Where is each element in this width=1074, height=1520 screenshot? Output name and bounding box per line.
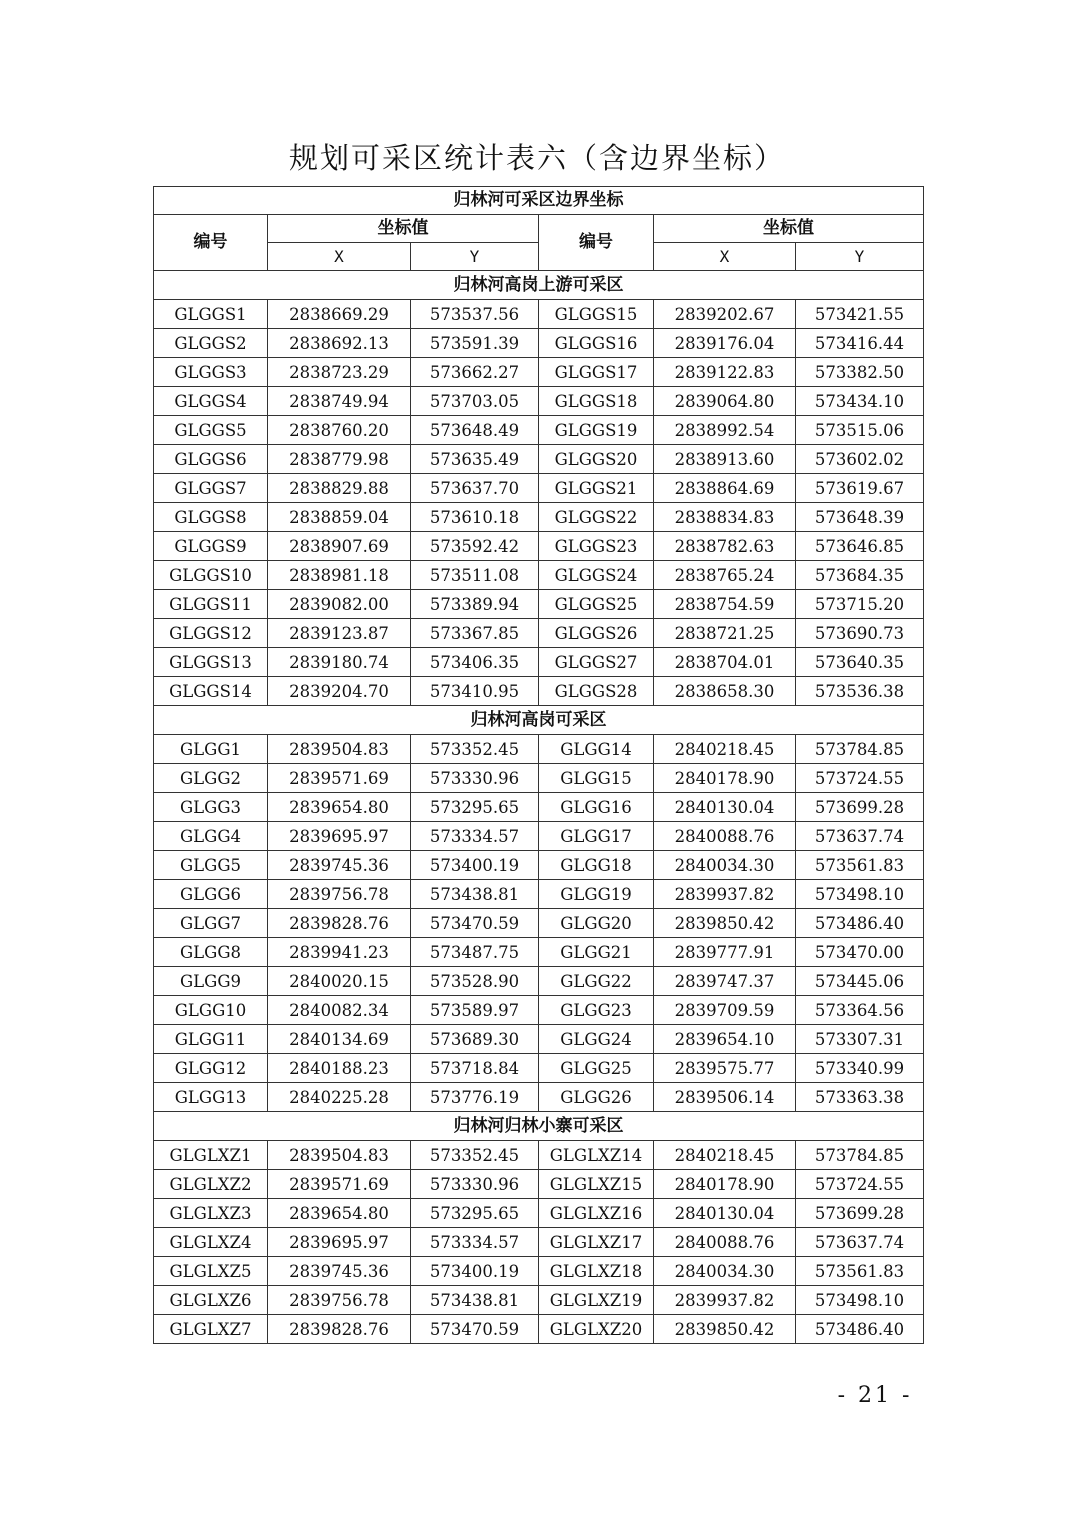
table-row — [154, 735, 924, 764]
y-value-cell: 573367.85 — [411, 619, 539, 648]
x-value-cell: 2840188.23 — [268, 1054, 411, 1083]
x-value-cell: 2840218.45 — [654, 1141, 796, 1170]
table-row — [154, 677, 924, 706]
x-value-cell: 2839571.69 — [268, 1170, 411, 1199]
x-value-cell: 2839654.80 — [268, 793, 411, 822]
y-value-cell: 573715.20 — [796, 590, 924, 619]
x-value-cell: 2838981.18 — [268, 561, 411, 590]
y-value-cell: 573690.73 — [796, 619, 924, 648]
y-value-cell: 573406.35 — [411, 648, 539, 677]
point-id-cell: GLGGS27 — [539, 648, 654, 677]
table-row — [154, 300, 924, 329]
point-id-cell: GLGGS19 — [539, 416, 654, 445]
id-column-header: 编号 — [154, 215, 268, 271]
x-value-cell: 2840130.04 — [654, 793, 796, 822]
table-row — [154, 1170, 924, 1199]
y-value-cell: 573445.06 — [796, 967, 924, 996]
x-value-cell: 2838658.30 — [654, 677, 796, 706]
point-id-cell: GLGG25 — [539, 1054, 654, 1083]
x-value-cell: 2839828.76 — [268, 909, 411, 938]
x-value-cell: 2839850.42 — [654, 909, 796, 938]
table-row — [154, 503, 924, 532]
table-row — [154, 358, 924, 387]
y-value-cell: 573352.45 — [411, 735, 539, 764]
y-value-cell: 573487.75 — [411, 938, 539, 967]
point-id-cell: GLGG18 — [539, 851, 654, 880]
point-id-cell: GLGLXZ14 — [539, 1141, 654, 1170]
point-id-cell: GLGGS15 — [539, 300, 654, 329]
x-value-cell: 2838834.83 — [654, 503, 796, 532]
table-row — [154, 416, 924, 445]
coordinate-column-header: 坐标值 — [268, 215, 539, 243]
x-value-cell: 2839571.69 — [268, 764, 411, 793]
y-column-header-right: Y — [796, 243, 924, 271]
point-id-cell: GLGGS21 — [539, 474, 654, 503]
y-value-cell: 573689.30 — [411, 1025, 539, 1054]
y-value-cell: 573561.83 — [796, 851, 924, 880]
point-id-cell: GLGG11 — [154, 1025, 268, 1054]
point-id-cell: GLGLXZ16 — [539, 1199, 654, 1228]
x-value-cell: 2838723.29 — [268, 358, 411, 387]
table-row — [154, 1199, 924, 1228]
x-value-cell: 2838913.60 — [654, 445, 796, 474]
y-value-cell: 573498.10 — [796, 880, 924, 909]
y-column-header: Y — [411, 243, 539, 271]
section-title: 归林河高岗可采区 — [154, 706, 924, 735]
x-value-cell: 2840034.30 — [654, 851, 796, 880]
x-value-cell: 2839941.23 — [268, 938, 411, 967]
y-value-cell: 573724.55 — [796, 1170, 924, 1199]
x-value-cell: 2838760.20 — [268, 416, 411, 445]
y-value-cell: 573784.85 — [796, 1141, 924, 1170]
y-value-cell: 573784.85 — [796, 735, 924, 764]
table-row — [154, 996, 924, 1025]
section-header-row — [154, 1112, 924, 1141]
point-id-cell: GLGGS25 — [539, 590, 654, 619]
point-id-cell: GLGG6 — [154, 880, 268, 909]
y-value-cell: 573610.18 — [411, 503, 539, 532]
point-id-cell: GLGG3 — [154, 793, 268, 822]
point-id-cell: GLGGS23 — [539, 532, 654, 561]
y-value-cell: 573470.00 — [796, 938, 924, 967]
point-id-cell: GLGG21 — [539, 938, 654, 967]
point-id-cell: GLGG1 — [154, 735, 268, 764]
y-value-cell: 573646.85 — [796, 532, 924, 561]
y-value-cell: 573330.96 — [411, 1170, 539, 1199]
y-value-cell: 573486.40 — [796, 1315, 924, 1344]
point-id-cell: GLGGS18 — [539, 387, 654, 416]
table-row — [154, 532, 924, 561]
point-id-cell: GLGG5 — [154, 851, 268, 880]
y-value-cell: 573662.27 — [411, 358, 539, 387]
table-row — [154, 329, 924, 358]
x-value-cell: 2838765.24 — [654, 561, 796, 590]
y-value-cell: 573602.02 — [796, 445, 924, 474]
x-value-cell: 2840134.69 — [268, 1025, 411, 1054]
point-id-cell: GLGLXZ7 — [154, 1315, 268, 1344]
point-id-cell: GLGG22 — [539, 967, 654, 996]
y-value-cell: 573438.81 — [411, 880, 539, 909]
x-value-cell: 2838721.25 — [654, 619, 796, 648]
point-id-cell: GLGG4 — [154, 822, 268, 851]
point-id-cell: GLGGS22 — [539, 503, 654, 532]
table-row — [154, 909, 924, 938]
point-id-cell: GLGGS20 — [539, 445, 654, 474]
point-id-cell: GLGLXZ17 — [539, 1228, 654, 1257]
point-id-cell: GLGLXZ6 — [154, 1286, 268, 1315]
table-row — [154, 561, 924, 590]
point-id-cell: GLGLXZ5 — [154, 1257, 268, 1286]
y-value-cell: 573684.35 — [796, 561, 924, 590]
point-id-cell: GLGLXZ18 — [539, 1257, 654, 1286]
point-id-cell: GLGG2 — [154, 764, 268, 793]
x-value-cell: 2839082.00 — [268, 590, 411, 619]
section-header-row — [154, 271, 924, 300]
y-value-cell: 573410.95 — [411, 677, 539, 706]
y-value-cell: 573400.19 — [411, 851, 539, 880]
point-id-cell: GLGGS3 — [154, 358, 268, 387]
point-id-cell: GLGGS7 — [154, 474, 268, 503]
y-value-cell: 573635.49 — [411, 445, 539, 474]
point-id-cell: GLGGS10 — [154, 561, 268, 590]
point-id-cell: GLGGS14 — [154, 677, 268, 706]
point-id-cell: GLGGS11 — [154, 590, 268, 619]
point-id-cell: GLGG8 — [154, 938, 268, 967]
table-caption: 归林河可采区边界坐标 — [154, 187, 924, 215]
y-value-cell: 573295.65 — [411, 793, 539, 822]
y-value-cell: 573619.67 — [796, 474, 924, 503]
table-row — [154, 1141, 924, 1170]
x-value-cell: 2839654.10 — [654, 1025, 796, 1054]
table-row — [154, 1286, 924, 1315]
y-value-cell: 573352.45 — [411, 1141, 539, 1170]
y-value-cell: 573699.28 — [796, 1199, 924, 1228]
table-row — [154, 1054, 924, 1083]
y-value-cell: 573470.59 — [411, 909, 539, 938]
x-value-cell: 2839745.36 — [268, 851, 411, 880]
y-value-cell: 573434.10 — [796, 387, 924, 416]
x-value-cell: 2839202.67 — [654, 300, 796, 329]
y-value-cell: 573416.44 — [796, 329, 924, 358]
point-id-cell: GLGLXZ19 — [539, 1286, 654, 1315]
y-value-cell: 573718.84 — [411, 1054, 539, 1083]
y-value-cell: 573776.19 — [411, 1083, 539, 1112]
point-id-cell: GLGG15 — [539, 764, 654, 793]
x-value-cell: 2839506.14 — [654, 1083, 796, 1112]
x-value-cell: 2839064.80 — [654, 387, 796, 416]
x-value-cell: 2838782.63 — [654, 532, 796, 561]
y-value-cell: 573307.31 — [796, 1025, 924, 1054]
table-row — [154, 938, 924, 967]
y-value-cell: 573511.08 — [411, 561, 539, 590]
x-value-cell: 2839850.42 — [654, 1315, 796, 1344]
point-id-cell: GLGG14 — [539, 735, 654, 764]
y-value-cell: 573637.74 — [796, 1228, 924, 1257]
y-value-cell: 573486.40 — [796, 909, 924, 938]
x-value-cell: 2839504.83 — [268, 735, 411, 764]
y-value-cell: 573637.70 — [411, 474, 539, 503]
table-row — [154, 1257, 924, 1286]
table-row — [154, 1083, 924, 1112]
point-id-cell: GLGGS12 — [154, 619, 268, 648]
x-value-cell: 2840218.45 — [654, 735, 796, 764]
x-value-cell: 2839504.83 — [268, 1141, 411, 1170]
point-id-cell: GLGG7 — [154, 909, 268, 938]
y-value-cell: 573515.06 — [796, 416, 924, 445]
section-title: 归林河归林小寨可采区 — [154, 1112, 924, 1141]
point-id-cell: GLGG17 — [539, 822, 654, 851]
table-row — [154, 445, 924, 474]
x-column-header-right: X — [654, 243, 796, 271]
x-value-cell: 2839654.80 — [268, 1199, 411, 1228]
table-row — [154, 648, 924, 677]
point-id-cell: GLGG23 — [539, 996, 654, 1025]
y-value-cell: 573382.50 — [796, 358, 924, 387]
point-id-cell: GLGG20 — [539, 909, 654, 938]
y-value-cell: 573334.57 — [411, 1228, 539, 1257]
x-value-cell: 2839575.77 — [654, 1054, 796, 1083]
y-value-cell: 573363.38 — [796, 1083, 924, 1112]
x-value-cell: 2839695.97 — [268, 1228, 411, 1257]
x-value-cell: 2840225.28 — [268, 1083, 411, 1112]
x-value-cell: 2840034.30 — [654, 1257, 796, 1286]
x-value-cell: 2839828.76 — [268, 1315, 411, 1344]
y-value-cell: 573330.96 — [411, 764, 539, 793]
table-row — [154, 822, 924, 851]
y-value-cell: 573648.49 — [411, 416, 539, 445]
table-row — [154, 851, 924, 880]
y-value-cell: 573537.56 — [411, 300, 539, 329]
y-value-cell: 573295.65 — [411, 1199, 539, 1228]
x-value-cell: 2840082.34 — [268, 996, 411, 1025]
point-id-cell: GLGG9 — [154, 967, 268, 996]
x-value-cell: 2838704.01 — [654, 648, 796, 677]
x-value-cell: 2838907.69 — [268, 532, 411, 561]
table-row — [154, 1025, 924, 1054]
table-row — [154, 793, 924, 822]
id-column-header-right: 编号 — [539, 215, 654, 271]
table-row — [154, 387, 924, 416]
point-id-cell: GLGGS13 — [154, 648, 268, 677]
y-value-cell: 573589.97 — [411, 996, 539, 1025]
x-value-cell: 2840178.90 — [654, 764, 796, 793]
table-row — [154, 1228, 924, 1257]
table-row — [154, 764, 924, 793]
x-value-cell: 2838864.69 — [654, 474, 796, 503]
y-value-cell: 573364.56 — [796, 996, 924, 1025]
x-value-cell: 2839745.36 — [268, 1257, 411, 1286]
x-value-cell: 2839176.04 — [654, 329, 796, 358]
x-value-cell: 2839122.83 — [654, 358, 796, 387]
x-value-cell: 2838692.13 — [268, 329, 411, 358]
point-id-cell: GLGG10 — [154, 996, 268, 1025]
point-id-cell: GLGGS26 — [539, 619, 654, 648]
x-value-cell: 2839695.97 — [268, 822, 411, 851]
section-header-row — [154, 706, 924, 735]
y-value-cell: 573421.55 — [796, 300, 924, 329]
point-id-cell: GLGGS4 — [154, 387, 268, 416]
point-id-cell: GLGG13 — [154, 1083, 268, 1112]
y-value-cell: 573703.05 — [411, 387, 539, 416]
point-id-cell: GLGG12 — [154, 1054, 268, 1083]
point-id-cell: GLGGS2 — [154, 329, 268, 358]
point-id-cell: GLGGS16 — [539, 329, 654, 358]
point-id-cell: GLGG26 — [539, 1083, 654, 1112]
x-value-cell: 2840020.15 — [268, 967, 411, 996]
x-value-cell: 2838749.94 — [268, 387, 411, 416]
y-value-cell: 573498.10 — [796, 1286, 924, 1315]
point-id-cell: GLGGS28 — [539, 677, 654, 706]
point-id-cell: GLGLXZ1 — [154, 1141, 268, 1170]
point-id-cell: GLGLXZ20 — [539, 1315, 654, 1344]
x-value-cell: 2839937.82 — [654, 1286, 796, 1315]
y-value-cell: 573536.38 — [796, 677, 924, 706]
y-value-cell: 573637.74 — [796, 822, 924, 851]
table-row — [154, 619, 924, 648]
x-value-cell: 2840178.90 — [654, 1170, 796, 1199]
y-value-cell: 573648.39 — [796, 503, 924, 532]
table-row — [154, 880, 924, 909]
x-value-cell: 2839937.82 — [654, 880, 796, 909]
x-value-cell: 2839204.70 — [268, 677, 411, 706]
y-value-cell: 573334.57 — [411, 822, 539, 851]
y-value-cell: 573340.99 — [796, 1054, 924, 1083]
coordinate-column-header-right: 坐标值 — [654, 215, 924, 243]
x-value-cell: 2838859.04 — [268, 503, 411, 532]
x-column-header: X — [268, 243, 411, 271]
point-id-cell: GLGG16 — [539, 793, 654, 822]
point-id-cell: GLGLXZ3 — [154, 1199, 268, 1228]
x-value-cell: 2839747.37 — [654, 967, 796, 996]
point-id-cell: GLGG19 — [539, 880, 654, 909]
y-value-cell: 573389.94 — [411, 590, 539, 619]
x-value-cell: 2840088.76 — [654, 822, 796, 851]
point-id-cell: GLGLXZ4 — [154, 1228, 268, 1257]
point-id-cell: GLGGS5 — [154, 416, 268, 445]
x-value-cell: 2838829.88 — [268, 474, 411, 503]
y-value-cell: 573591.39 — [411, 329, 539, 358]
x-value-cell: 2840088.76 — [654, 1228, 796, 1257]
point-id-cell: GLGG24 — [539, 1025, 654, 1054]
x-value-cell: 2839756.78 — [268, 880, 411, 909]
y-value-cell: 573592.42 — [411, 532, 539, 561]
point-id-cell: GLGGS17 — [539, 358, 654, 387]
y-value-cell: 573528.90 — [411, 967, 539, 996]
x-value-cell: 2838669.29 — [268, 300, 411, 329]
table-row — [154, 1315, 924, 1344]
y-value-cell: 573640.35 — [796, 648, 924, 677]
x-value-cell: 2839180.74 — [268, 648, 411, 677]
table-row — [154, 967, 924, 996]
point-id-cell: GLGLXZ15 — [539, 1170, 654, 1199]
point-id-cell: GLGGS1 — [154, 300, 268, 329]
boundary-coordinate-table — [153, 186, 924, 1344]
table-row — [154, 590, 924, 619]
x-value-cell: 2839123.87 — [268, 619, 411, 648]
point-id-cell: GLGGS9 — [154, 532, 268, 561]
x-value-cell: 2838992.54 — [654, 416, 796, 445]
point-id-cell: GLGGS24 — [539, 561, 654, 590]
page-title: 规划可采区统计表六（含边界坐标） — [288, 141, 785, 175]
y-value-cell: 573470.59 — [411, 1315, 539, 1344]
point-id-cell: GLGGS6 — [154, 445, 268, 474]
y-value-cell: 573724.55 — [796, 764, 924, 793]
x-value-cell: 2839709.59 — [654, 996, 796, 1025]
x-value-cell: 2839777.91 — [654, 938, 796, 967]
y-value-cell: 573438.81 — [411, 1286, 539, 1315]
table-row — [154, 474, 924, 503]
y-value-cell: 573699.28 — [796, 793, 924, 822]
y-value-cell: 573561.83 — [796, 1257, 924, 1286]
x-value-cell: 2839756.78 — [268, 1286, 411, 1315]
x-value-cell: 2838754.59 — [654, 590, 796, 619]
x-value-cell: 2838779.98 — [268, 445, 411, 474]
x-value-cell: 2840130.04 — [654, 1199, 796, 1228]
y-value-cell: 573400.19 — [411, 1257, 539, 1286]
section-title: 归林河高岗上游可采区 — [154, 271, 924, 300]
page-number: - 21 - — [837, 1383, 913, 1408]
point-id-cell: GLGLXZ2 — [154, 1170, 268, 1199]
point-id-cell: GLGGS8 — [154, 503, 268, 532]
